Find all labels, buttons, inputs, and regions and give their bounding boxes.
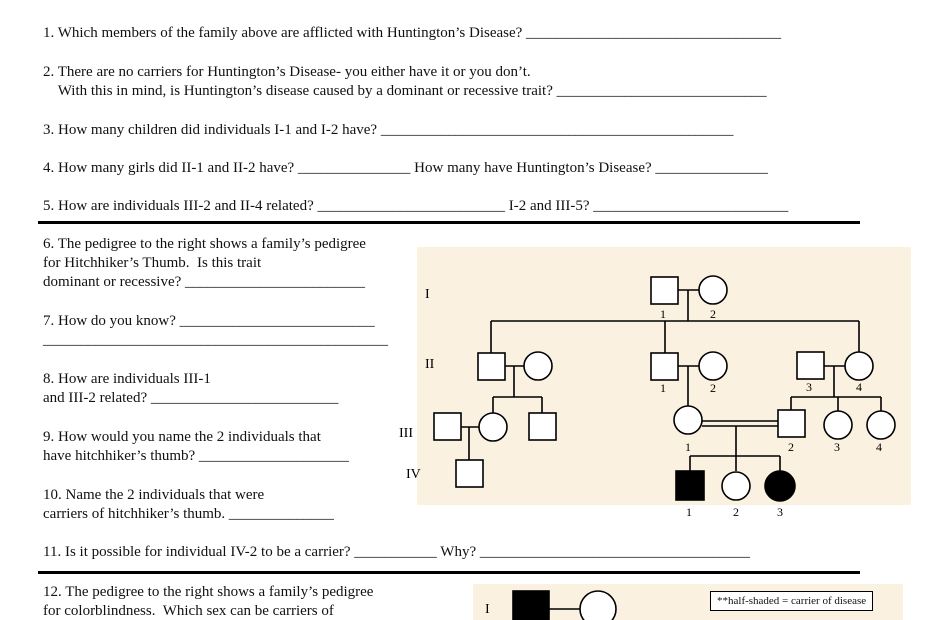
question-2-line-2: With this in mind, is Huntington’s disease caused by a dominant or recessive trait? ____________________________	[43, 83, 767, 99]
individual-colorblind-I-1	[513, 591, 549, 620]
question-9-line-1: 9. How would you name the 2 individuals that	[43, 429, 321, 445]
question-8-line-1: 8. How are individuals III-1	[43, 371, 211, 387]
question-12-line-1: 12. The pedigree to the right shows a family’s pedigree	[43, 584, 374, 600]
label-I-2: 2	[710, 307, 716, 321]
label-I-1: 1	[660, 307, 666, 321]
generation-label-III: III	[399, 426, 413, 441]
question-6-line-2: for Hitchhiker’s Thumb. Is this trait	[43, 255, 262, 271]
question-7-line-1: 7. How do you know? __________________________	[43, 313, 375, 329]
generation-label-IV: IV	[406, 467, 421, 482]
question-12-line-2: for colorblindness. Which sex can be carriers of	[43, 603, 334, 619]
label-III-4: 4	[876, 440, 882, 454]
generation-label-colorblind-I: I	[485, 602, 490, 617]
question-11: 11. Is it possible for individual IV-2 to be a carrier? ___________ Why? ____________________________________	[43, 544, 750, 560]
label-III-2: 2	[788, 440, 794, 454]
question-9-line-2: have hitchhiker’s thumb? ____________________	[43, 448, 349, 464]
question-10-line-1: 10. Name the 2 individuals that were	[43, 487, 265, 503]
question-8-line-2: and III-2 related? _________________________	[43, 390, 339, 406]
individual-colorblind-I-2	[580, 591, 616, 620]
question-5: 5. How are individuals III-2 and II-4 related? _________________________ I-2 and III-5? __________________________	[43, 198, 789, 214]
question-4: 4. How many girls did II-1 and II-2 have? _______________ How many have Huntington’s Disease? _______________	[43, 160, 768, 176]
label-IV-3: 3	[777, 505, 783, 519]
label-III-1: 1	[685, 440, 691, 454]
question-10-line-2: carriers of hitchhiker’s thumb. ______________	[43, 506, 334, 522]
question-1: 1. Which members of the family above are afflicted with Huntington’s Disease? __________________________________	[43, 25, 782, 41]
question-2-line-1: 2. There are no carriers for Huntington’s Disease- you either have it or you don’t.	[43, 64, 531, 80]
question-6-line-3: dominant or recessive? ________________________	[43, 274, 366, 290]
generation-label-II: II	[425, 357, 435, 372]
label-II-1: 1	[660, 381, 666, 395]
label-II-2: 2	[710, 381, 716, 395]
label-IV-2: 2	[733, 505, 739, 519]
question-3: 3. How many children did individuals I-1 and I-2 have? _______________________________________________	[43, 122, 734, 138]
label-IV-1: 1	[686, 505, 692, 519]
label-II-4: 4	[856, 380, 862, 394]
label-III-3: 3	[834, 440, 840, 454]
generation-label-I: I	[425, 287, 430, 302]
label-II-3: 3	[806, 380, 812, 394]
question-6-line-1: 6. The pedigree to the right shows a family’s pedigree	[43, 236, 366, 252]
legend-half-shaded: **half-shaded = carrier of disease	[710, 591, 873, 611]
question-7-line-2: ______________________________________________	[43, 332, 388, 348]
